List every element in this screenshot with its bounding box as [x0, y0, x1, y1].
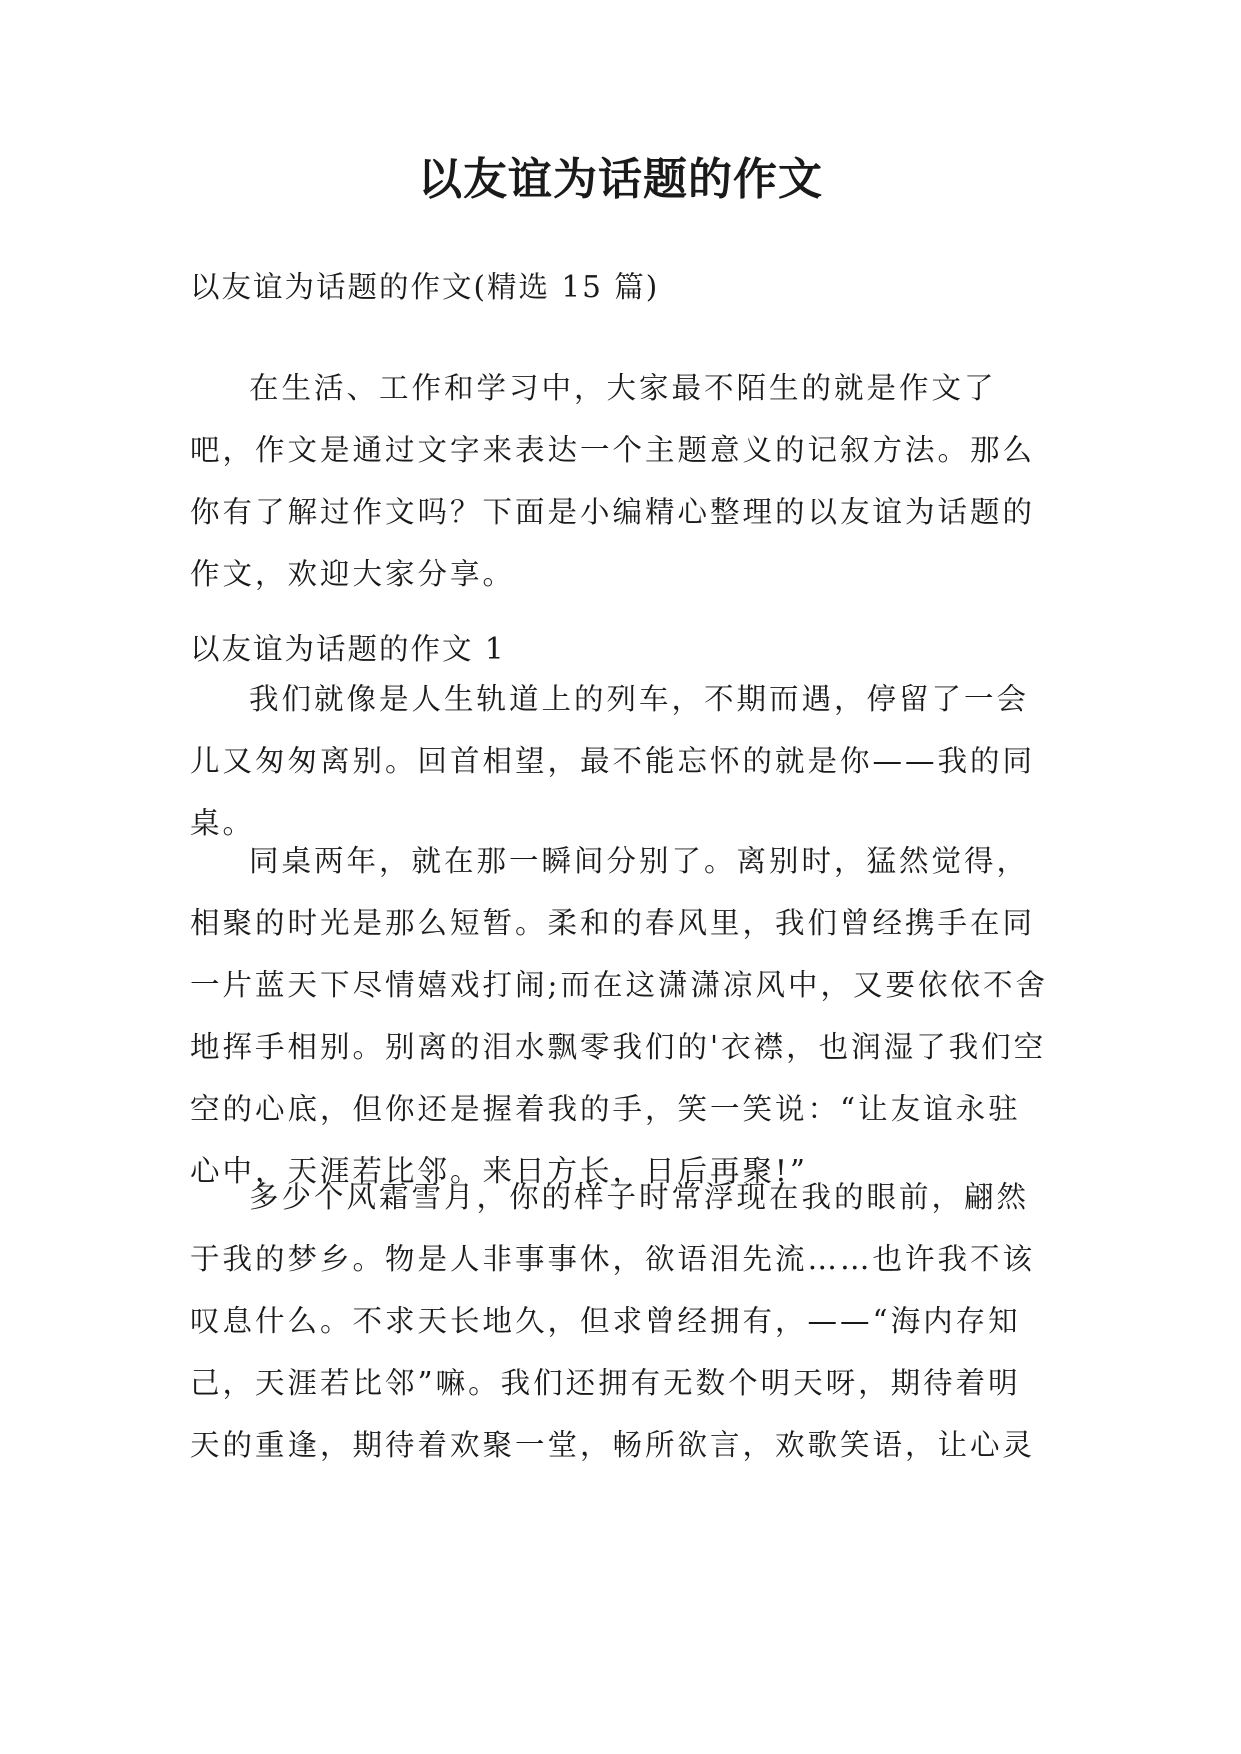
intro-paragraph: 在生活、工作和学习中，大家最不陌生的就是作文了吧，作文是通过文字来表达一个主题意义的记叙方法。那么你有了解过作文吗？下面是小编精心整理的以友谊为话题的作文，欢迎大家分享。 [190, 371, 1036, 591]
body-paragraph-3: 多少个风霜雪月，你的样子时常浮现在我的眼前，翩然于我的梦乡。物是人非事事休，欲语泪先流……也许我不该叹息什么。不求天长地久，但求曾经拥有，——“海内存知己，天涯若比邻”嘛。我们还拥有无数个明天呀，期待着明天的重逢，期待着欢聚一堂，畅所欲言，欢歌笑语，让心灵 [190, 1180, 1036, 1462]
section-heading: 以友谊为话题的作文 1 [190, 632, 506, 666]
document-subtitle: 以友谊为话题的作文(精选 15 篇) [190, 270, 660, 304]
body-paragraph-2: 同桌两年，就在那一瞬间分别了。离别时，猛然觉得，相聚的时光是那么短暂。柔和的春风里，我们曾经携手在同一片蓝天下尽情嬉戏打闹;而在这潇潇凉风中，又要依依不舍地挥手相别。别离的泪水飘零我们的'衣襟，也润湿了我们空空的心底，但你还是握着我的手，笑一笑说：“让友谊永驻心中，天涯若比邻。来日方长，日后再聚!” [190, 844, 1048, 1188]
document-title: 以友谊为话题的作文 [418, 154, 823, 205]
body-paragraph-1: 我们就像是人生轨道上的列车，不期而遇，停留了一会儿又匆匆离别。回首相望，最不能忘怀的就是你——我的同桌。 [190, 682, 1036, 840]
